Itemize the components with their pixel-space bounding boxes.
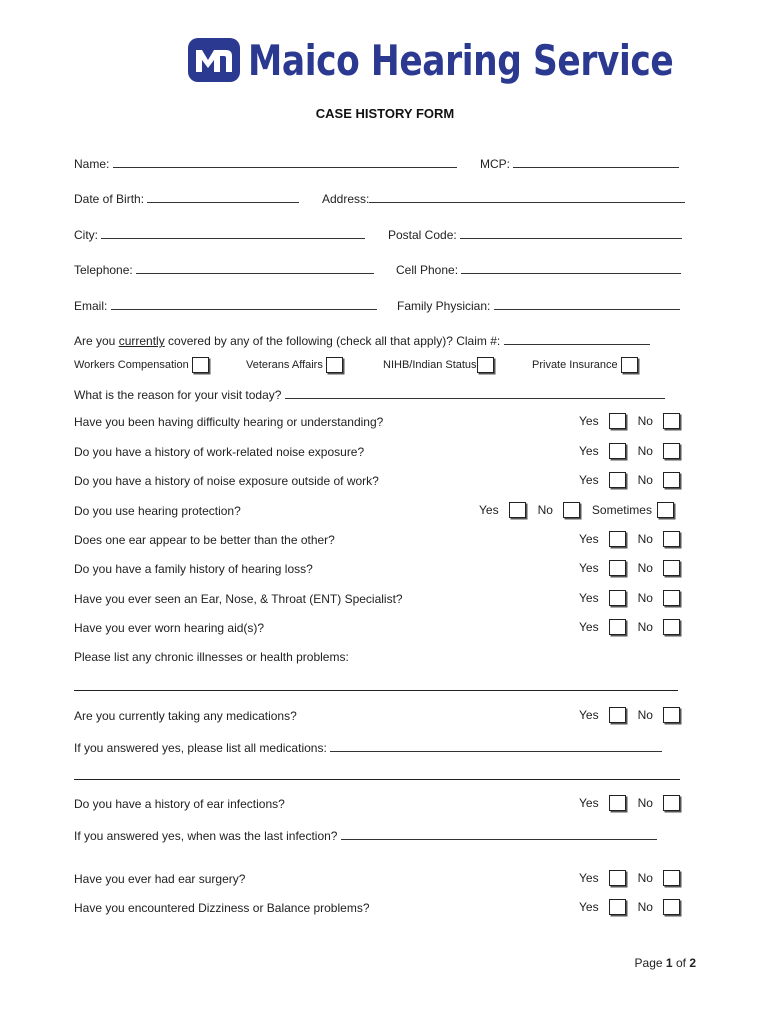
- sometimes-checkbox[interactable]: [657, 502, 674, 518]
- chronic-illness-answer-line[interactable]: [74, 690, 678, 691]
- postal-line[interactable]: [460, 226, 682, 239]
- yes-checkbox[interactable]: [609, 899, 626, 915]
- no-checkbox[interactable]: [663, 531, 680, 547]
- telephone-field[interactable]: [74, 261, 374, 277]
- ear-surgery-answers: [579, 870, 680, 886]
- yes-label: Yes: [579, 900, 599, 914]
- yes-checkbox[interactable]: [609, 531, 626, 547]
- name-line[interactable]: [113, 155, 457, 168]
- question-hearing-difficulty: Have you been having difficulty hearing or understanding?: [74, 415, 384, 429]
- veterans-affairs-checkbox[interactable]: [326, 357, 343, 373]
- page-number: [635, 956, 696, 970]
- dob-line[interactable]: [147, 190, 299, 203]
- ear-comparison-answers: [579, 531, 680, 547]
- page-label: Page: [634, 956, 663, 970]
- medications-extra-line[interactable]: [74, 779, 680, 780]
- yes-checkbox[interactable]: [509, 502, 526, 518]
- telephone-label: Telephone:: [74, 263, 133, 277]
- question-ear-comparison: Does one ear appear to be better than the other?: [74, 533, 335, 547]
- no-label: No: [637, 871, 653, 885]
- option-label: Workers Compensation: [74, 358, 189, 371]
- logo-text: Maico Hearing Service: [248, 35, 674, 85]
- nihb-status-checkbox[interactable]: [477, 357, 494, 373]
- postal-label: Postal Code:: [388, 228, 457, 242]
- question-family-history: Do you have a family history of hearing loss?: [74, 562, 313, 576]
- coverage-option-nihb[interactable]: [383, 357, 494, 373]
- yes-label: Yes: [579, 532, 599, 546]
- logo-m-icon: [188, 38, 240, 82]
- last-infection-line[interactable]: [341, 827, 657, 840]
- question-hearing-aids: Have you ever worn hearing aid(s)?: [74, 621, 265, 635]
- no-checkbox[interactable]: [663, 443, 680, 459]
- visit-reason-line[interactable]: [285, 386, 665, 399]
- telephone-line[interactable]: [136, 261, 374, 274]
- page-current: 1: [665, 956, 673, 970]
- option-label: NIHB/Indian Status: [383, 358, 477, 371]
- email-field[interactable]: [74, 297, 377, 313]
- postal-field[interactable]: [388, 226, 682, 242]
- form-title: CASE HISTORY FORM: [315, 106, 455, 121]
- yes-label: Yes: [579, 796, 599, 810]
- dob-label: Date of Birth:: [74, 192, 145, 206]
- cell-line[interactable]: [461, 261, 681, 274]
- no-label: No: [637, 532, 653, 546]
- no-label: No: [637, 708, 653, 722]
- no-label: No: [637, 414, 653, 428]
- yes-label: Yes: [579, 708, 599, 722]
- outside-noise-answers: [579, 472, 680, 488]
- question-outside-noise: Do you have a history of noise exposure outside of work?: [74, 474, 379, 488]
- yes-checkbox[interactable]: [609, 795, 626, 811]
- page-total: 2: [689, 956, 696, 970]
- yes-checkbox[interactable]: [609, 443, 626, 459]
- yes-label: Yes: [579, 871, 599, 885]
- physician-label: Family Physician:: [397, 299, 491, 313]
- cell-field[interactable]: [396, 261, 681, 277]
- medications-list-line[interactable]: [330, 739, 662, 752]
- family-history-answers: [579, 560, 680, 576]
- question-hearing-protection: Do you use hearing protection?: [74, 504, 241, 518]
- yes-label: Yes: [579, 620, 599, 634]
- city-line[interactable]: [101, 226, 365, 239]
- hearing-aids-answers: [579, 619, 680, 635]
- no-checkbox[interactable]: [663, 899, 680, 915]
- address-field[interactable]: [322, 190, 685, 206]
- yes-checkbox[interactable]: [609, 619, 626, 635]
- visit-reason-field[interactable]: [74, 386, 665, 402]
- yes-label: Yes: [579, 561, 599, 575]
- last-infection-label: If you answered yes, when was the last infection?: [74, 829, 338, 843]
- visit-reason-label: What is the reason for your visit today?: [74, 388, 282, 402]
- mcp-field[interactable]: [480, 155, 679, 171]
- medications-answers: [579, 707, 680, 723]
- name-field[interactable]: [74, 155, 457, 171]
- coverage-option-private[interactable]: [532, 357, 638, 373]
- city-field[interactable]: [74, 226, 365, 242]
- no-checkbox[interactable]: [663, 795, 680, 811]
- hearing-protection-answers: [479, 502, 674, 518]
- coverage-text-underlined: currently: [118, 334, 165, 348]
- no-checkbox[interactable]: [563, 502, 580, 518]
- yes-checkbox[interactable]: [609, 590, 626, 606]
- work-noise-answers: [579, 443, 680, 459]
- sometimes-label: Sometimes: [591, 503, 652, 517]
- no-label: No: [637, 473, 653, 487]
- question-work-noise: Do you have a history of work-related noise exposure?: [74, 445, 365, 459]
- address-line[interactable]: [369, 190, 685, 203]
- yes-label: Yes: [479, 503, 499, 517]
- no-label: No: [637, 796, 653, 810]
- address-label: Address:: [322, 192, 370, 206]
- question-ear-surgery: Have you ever had ear surgery?: [74, 872, 246, 886]
- email-label: Email:: [74, 299, 108, 313]
- no-checkbox[interactable]: [663, 619, 680, 635]
- coverage-option-workers[interactable]: [74, 357, 209, 373]
- no-checkbox[interactable]: [663, 870, 680, 886]
- no-label: No: [637, 591, 653, 605]
- cell-label: Cell Phone:: [396, 263, 459, 277]
- yes-label: Yes: [579, 444, 599, 458]
- yes-checkbox[interactable]: [609, 413, 626, 429]
- no-checkbox[interactable]: [663, 413, 680, 429]
- mcp-label: MCP:: [480, 157, 510, 171]
- name-label: Name:: [74, 157, 110, 171]
- email-line[interactable]: [111, 297, 377, 310]
- yes-label: Yes: [579, 591, 599, 605]
- no-checkbox[interactable]: [663, 590, 680, 606]
- yes-label: Yes: [579, 414, 599, 428]
- medications-list-field[interactable]: [74, 739, 662, 755]
- no-checkbox[interactable]: [663, 472, 680, 488]
- question-chronic-illness: Please list any chronic illnesses or health problems:: [74, 650, 349, 664]
- physician-field[interactable]: [397, 297, 680, 313]
- question-ent-specialist: Have you ever seen an Ear, Nose, & Throat (ENT) Specialist?: [74, 592, 403, 606]
- ent-specialist-answers: [579, 590, 680, 606]
- yes-checkbox[interactable]: [609, 870, 626, 886]
- medications-list-label: If you answered yes, please list all medications:: [74, 741, 327, 755]
- option-label: Private Insurance: [532, 358, 618, 371]
- last-infection-field[interactable]: [74, 827, 657, 843]
- coverage-text-post: covered by any of the following (check all that apply)? Claim #:: [164, 334, 501, 348]
- coverage-text-pre: Are you: [74, 334, 119, 348]
- question-dizziness: Have you encountered Dizziness or Balance problems?: [74, 901, 370, 915]
- no-label: No: [537, 503, 553, 517]
- company-logo: [188, 30, 767, 90]
- coverage-question: [74, 332, 650, 348]
- yes-checkbox[interactable]: [609, 472, 626, 488]
- yes-label: Yes: [579, 473, 599, 487]
- private-insurance-checkbox[interactable]: [621, 357, 638, 373]
- dizziness-answers: [579, 899, 680, 915]
- no-label: No: [637, 900, 653, 914]
- mcp-line[interactable]: [513, 155, 679, 168]
- no-label: No: [637, 561, 653, 575]
- yes-checkbox[interactable]: [609, 707, 626, 723]
- question-medications: Are you currently taking any medications?: [74, 709, 297, 723]
- ear-infections-answers: [579, 795, 680, 811]
- yes-checkbox[interactable]: [609, 560, 626, 576]
- no-label: No: [637, 444, 653, 458]
- dob-field[interactable]: [74, 190, 299, 206]
- hearing-difficulty-answers: [579, 413, 680, 429]
- city-label: City:: [74, 228, 98, 242]
- no-checkbox[interactable]: [663, 707, 680, 723]
- claim-number-line[interactable]: [504, 332, 650, 345]
- no-label: No: [637, 620, 653, 634]
- option-label: Veterans Affairs: [246, 358, 323, 371]
- question-ear-infections: Do you have a history of ear infections?: [74, 797, 285, 811]
- page-of: of: [675, 956, 686, 970]
- workers-compensation-checkbox[interactable]: [192, 357, 209, 373]
- no-checkbox[interactable]: [663, 560, 680, 576]
- coverage-option-veterans[interactable]: [246, 357, 343, 373]
- physician-line[interactable]: [494, 297, 680, 310]
